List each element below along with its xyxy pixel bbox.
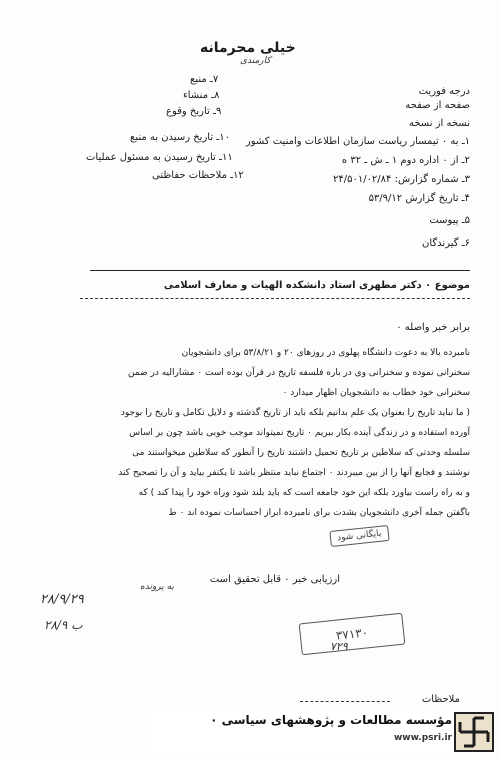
body-line-2: سخنرانی نموده و سخنرانی وی در باره فلسفه تاریخ در قرآن بوده است ٠ مشارالیه در ضمن bbox=[127, 368, 470, 378]
subject-line: موضوع ٠ دکتر مطهری استاد دانشکده الهیات و معارف اسلامی bbox=[163, 280, 470, 291]
body-line-8: و به راه راست بیاورد بلکه این خود جامعه است که باید بلند شود وراه خود را پیدا کند ) که bbox=[138, 488, 470, 498]
classification-title: خیلی محرمانه bbox=[200, 40, 296, 56]
field-ops-date: ۱۱ـ تاریخ رسیدن به مسئول عملیات bbox=[86, 152, 233, 163]
salutation: برابر خبر واصله ٠ bbox=[396, 322, 470, 333]
number-stamp: ۳۷۱۳۰ bbox=[299, 613, 406, 656]
institute-name: مؤسسه مطالعات و پژوهشهای سیاسی ٠ bbox=[210, 713, 452, 727]
handwritten-note: به پرونده bbox=[140, 582, 174, 592]
body-line-7: نوشتند و فجایع آنها را از بین میبردند ٠ اجتماع نباید منتظر باشد تا یکنفر بیاید و آن را تصحیح کند bbox=[118, 468, 470, 478]
classification-subtitle: کارمندی bbox=[240, 56, 271, 66]
field-from: ۲ـ از ٠ اداره دوم ۱ ـ ش ـ ۳۲ ه bbox=[341, 155, 470, 166]
institute-logo-icon bbox=[454, 712, 494, 752]
stamp-handwritten-code: ۷۲۹ bbox=[330, 640, 348, 653]
field-report-date: ۴ـ تاریخ گزارش ۵۳/۹/۱۲ bbox=[368, 193, 470, 204]
field-urgency: درجه فوریت bbox=[418, 86, 470, 97]
archive-stamp: بایگانی شود bbox=[329, 525, 389, 547]
field-event-date: ۹ـ تاریخ وقوع bbox=[166, 106, 222, 117]
field-recipients: ۶ـ گیرندگان bbox=[422, 238, 470, 249]
field-to: ۱ـ به ٠ تیمسار ریاست سازمان اطلاعات وامنیت کشور bbox=[245, 136, 470, 147]
field-origin: ۸ـ منشاء bbox=[183, 90, 220, 101]
handwritten-date: ۲۸/۹/۲۹ bbox=[40, 592, 84, 607]
body-line-9: باگفتن جمله آخری دانشجویان بشدت برای نامبرده ابراز احساسات نموده اند ٠ ط bbox=[168, 508, 470, 518]
body-line-6: سلسله وحدتی که سلاطین بر تاریخ تحمیل داشتند تاریخ را آنطور که سلاطین میخواستند می bbox=[132, 448, 470, 458]
field-copy: نسخه از نسخه bbox=[408, 118, 470, 129]
evaluation-line: ارزیابی خبر ٠ قابل تحقیق است bbox=[209, 574, 340, 585]
field-security-remarks: ۱۲ـ ملاحظات حفاظتی bbox=[152, 170, 244, 181]
field-attachment: ۵ـ پیوست bbox=[429, 215, 470, 226]
header-divider bbox=[90, 270, 470, 271]
body-line-1: نامبرده بالا به دعوت دانشگاه پهلوی در روزهای ۲۰ و ۵۳/۸/۲۱ برای دانشجویان bbox=[181, 348, 470, 358]
field-page: صفحه از صفحه bbox=[405, 100, 470, 111]
field-source: ۷ـ منبع bbox=[190, 74, 219, 85]
field-report-number: ۳ـ شماره گزارش: ۲۴/۵۰۱/۰۲/۸۴ bbox=[332, 174, 470, 185]
field-source-date: ۱۰ـ تاریخ رسیدن به منبع bbox=[130, 132, 230, 143]
remarks-divider bbox=[300, 701, 390, 702]
subject-divider bbox=[80, 298, 470, 299]
body-line-3: سخنرانی خود خطاب به دانشجویان اظهار میدارد ٠ bbox=[282, 388, 470, 398]
institute-url: www.psri.ir bbox=[393, 733, 452, 743]
remarks-label: ملاحظات bbox=[421, 694, 460, 705]
body-line-5: آورده استفاده و در زندگی آینده بکار ببریم ٠ تاریخ نمیتواند موجب خوبی باشد چون بر اساس bbox=[129, 428, 470, 438]
body-line-4: ( ما نباید تاریخ را بعنوان یک علم بدانیم بلکه باید از تاریخ گذشته و دلایل تکامل و تاریخ را بوجود bbox=[120, 408, 470, 418]
handwritten-code: ب ۲۸/۹ bbox=[44, 618, 83, 632]
